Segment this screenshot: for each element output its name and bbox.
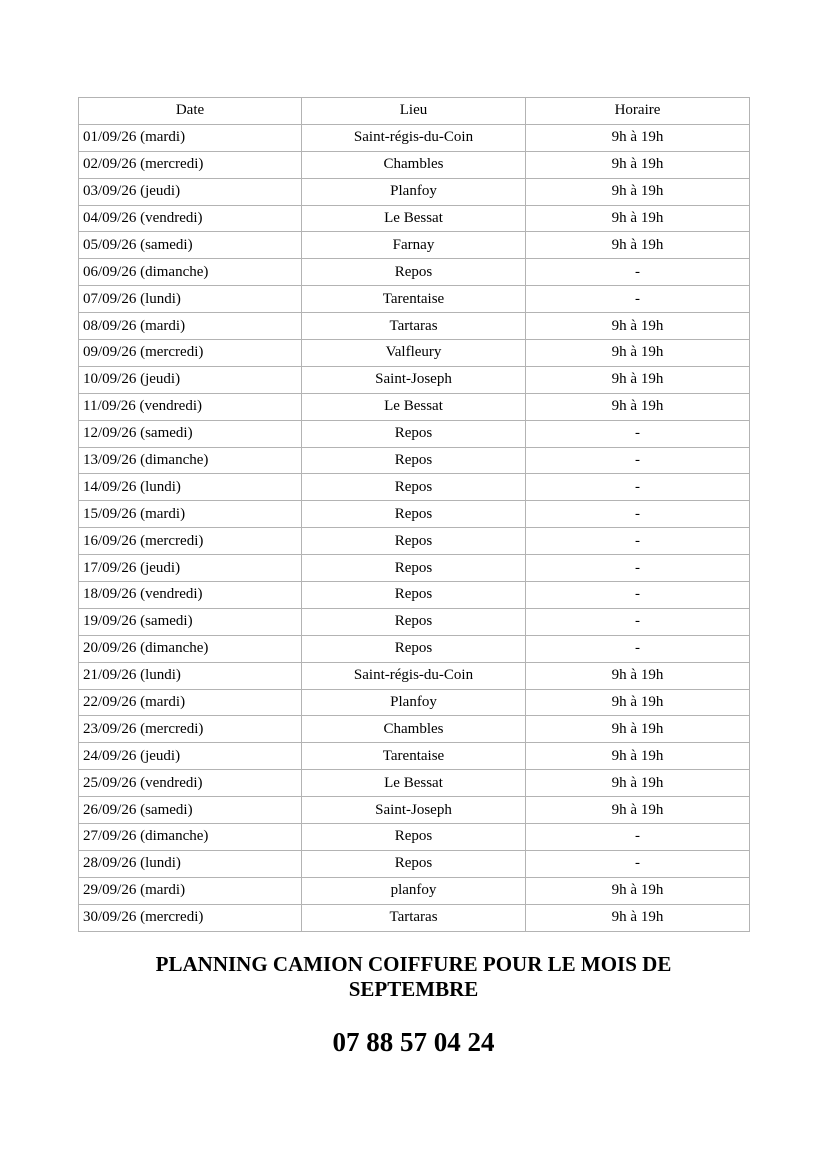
date-cell: 29/09/26 (mardi): [79, 877, 302, 904]
date-cell: 16/09/26 (mercredi): [79, 528, 302, 555]
table-row: [79, 662, 750, 689]
table-row: [79, 205, 750, 232]
date-cell: 25/09/26 (vendredi): [79, 770, 302, 797]
date-cell: 18/09/26 (vendredi): [79, 582, 302, 609]
date-cell: 14/09/26 (lundi): [79, 474, 302, 501]
header-lieu: Lieu: [302, 98, 526, 125]
horaire-cell: -: [526, 582, 750, 609]
table-row: [79, 770, 750, 797]
horaire-cell: 9h à 19h: [526, 743, 750, 770]
lieu-cell: Tartaras: [302, 313, 526, 340]
title-line-2: SEPTEMBRE: [348, 977, 479, 1001]
lieu-cell: Chambles: [302, 716, 526, 743]
date-cell: 02/09/26 (mercredi): [79, 151, 302, 178]
phone-number: 07 88 57 04 24: [332, 1027, 495, 1057]
date-cell: 09/09/26 (mercredi): [79, 340, 302, 367]
table-row: [79, 178, 750, 205]
date-cell: 10/09/26 (jeudi): [79, 366, 302, 393]
lieu-cell: Le Bessat: [302, 205, 526, 232]
horaire-cell: -: [526, 501, 750, 528]
date-cell: 05/09/26 (samedi): [79, 232, 302, 259]
date-cell: 30/09/26 (mercredi): [79, 904, 302, 931]
date-cell: 04/09/26 (vendredi): [79, 205, 302, 232]
table-row: [79, 340, 750, 367]
horaire-cell: 9h à 19h: [526, 904, 750, 931]
lieu-cell: Repos: [302, 447, 526, 474]
horaire-cell: 9h à 19h: [526, 124, 750, 151]
date-cell: 21/09/26 (lundi): [79, 662, 302, 689]
horaire-cell: 9h à 19h: [526, 716, 750, 743]
lieu-cell: Farnay: [302, 232, 526, 259]
table-row: [79, 420, 750, 447]
date-cell: 12/09/26 (samedi): [79, 420, 302, 447]
title-line-1: PLANNING CAMION COIFFURE POUR LE MOIS DE: [155, 952, 672, 976]
lieu-cell: Saint-Joseph: [302, 366, 526, 393]
lieu-cell: Repos: [302, 850, 526, 877]
horaire-cell: 9h à 19h: [526, 689, 750, 716]
lieu-cell: Tarentaise: [302, 743, 526, 770]
horaire-cell: 9h à 19h: [526, 770, 750, 797]
date-cell: 01/09/26 (mardi): [79, 124, 302, 151]
lieu-cell: Repos: [302, 528, 526, 555]
table-row: [79, 313, 750, 340]
lieu-cell: Repos: [302, 582, 526, 609]
date-cell: 07/09/26 (lundi): [79, 286, 302, 313]
table-row: [79, 286, 750, 313]
horaire-cell: -: [526, 824, 750, 851]
lieu-cell: Planfoy: [302, 689, 526, 716]
horaire-cell: 9h à 19h: [526, 151, 750, 178]
table-row: [79, 555, 750, 582]
lieu-cell: Tartaras: [302, 904, 526, 931]
date-cell: 22/09/26 (mardi): [79, 689, 302, 716]
horaire-cell: -: [526, 286, 750, 313]
table-row: [79, 501, 750, 528]
date-cell: 17/09/26 (jeudi): [79, 555, 302, 582]
lieu-cell: Le Bessat: [302, 393, 526, 420]
horaire-cell: 9h à 19h: [526, 797, 750, 824]
date-cell: 27/09/26 (dimanche): [79, 824, 302, 851]
horaire-cell: -: [526, 528, 750, 555]
table-row: [79, 528, 750, 555]
lieu-cell: Repos: [302, 501, 526, 528]
horaire-cell: -: [526, 635, 750, 662]
horaire-cell: -: [526, 474, 750, 501]
horaire-cell: 9h à 19h: [526, 877, 750, 904]
date-cell: 24/09/26 (jeudi): [79, 743, 302, 770]
date-cell: 23/09/26 (mercredi): [79, 716, 302, 743]
lieu-cell: Repos: [302, 824, 526, 851]
table-row: [79, 232, 750, 259]
horaire-cell: -: [526, 850, 750, 877]
horaire-cell: 9h à 19h: [526, 340, 750, 367]
table-row: [79, 447, 750, 474]
lieu-cell: Repos: [302, 474, 526, 501]
horaire-cell: -: [526, 420, 750, 447]
lieu-cell: Tarentaise: [302, 286, 526, 313]
date-cell: 19/09/26 (samedi): [79, 608, 302, 635]
lieu-cell: Repos: [302, 635, 526, 662]
horaire-cell: -: [526, 259, 750, 286]
date-cell: 15/09/26 (mardi): [79, 501, 302, 528]
header-horaire: Horaire: [526, 98, 750, 125]
lieu-cell: planfoy: [302, 877, 526, 904]
table-row: [79, 743, 750, 770]
table-row: [79, 259, 750, 286]
date-cell: 13/09/26 (dimanche): [79, 447, 302, 474]
lieu-cell: Repos: [302, 420, 526, 447]
horaire-cell: 9h à 19h: [526, 313, 750, 340]
horaire-cell: -: [526, 447, 750, 474]
table-row: [79, 366, 750, 393]
table-row: [79, 797, 750, 824]
header-row: [79, 98, 750, 125]
lieu-cell: Saint-Joseph: [302, 797, 526, 824]
table-header: [79, 98, 750, 125]
date-cell: 03/09/26 (jeudi): [79, 178, 302, 205]
lieu-cell: Saint-régis-du-Coin: [302, 662, 526, 689]
table-row: [79, 824, 750, 851]
header-date: Date: [79, 98, 302, 125]
lieu-cell: Valfleury: [302, 340, 526, 367]
horaire-cell: 9h à 19h: [526, 662, 750, 689]
horaire-cell: 9h à 19h: [526, 393, 750, 420]
table-row: [79, 608, 750, 635]
schedule-table: [78, 97, 750, 932]
date-cell: 26/09/26 (samedi): [79, 797, 302, 824]
date-cell: 11/09/26 (vendredi): [79, 393, 302, 420]
table-row: [79, 877, 750, 904]
lieu-cell: Le Bessat: [302, 770, 526, 797]
date-cell: 06/09/26 (dimanche): [79, 259, 302, 286]
date-cell: 20/09/26 (dimanche): [79, 635, 302, 662]
lieu-cell: Repos: [302, 259, 526, 286]
table-row: [79, 124, 750, 151]
table-row: [79, 582, 750, 609]
table-row: [79, 904, 750, 931]
table-body: [79, 124, 750, 931]
horaire-cell: -: [526, 555, 750, 582]
table-row: [79, 635, 750, 662]
lieu-cell: Planfoy: [302, 178, 526, 205]
table-row: [79, 689, 750, 716]
lieu-cell: Saint-régis-du-Coin: [302, 124, 526, 151]
lieu-cell: Chambles: [302, 151, 526, 178]
table-row: [79, 850, 750, 877]
table-row: [79, 151, 750, 178]
horaire-cell: 9h à 19h: [526, 178, 750, 205]
horaire-cell: 9h à 19h: [526, 205, 750, 232]
horaire-cell: 9h à 19h: [526, 232, 750, 259]
table-row: [79, 716, 750, 743]
table-row: [79, 393, 750, 420]
horaire-cell: -: [526, 608, 750, 635]
date-cell: 08/09/26 (mardi): [79, 313, 302, 340]
table-row: [79, 474, 750, 501]
lieu-cell: Repos: [302, 555, 526, 582]
lieu-cell: Repos: [302, 608, 526, 635]
page-title: [78, 952, 749, 1002]
date-cell: 28/09/26 (lundi): [79, 850, 302, 877]
horaire-cell: 9h à 19h: [526, 366, 750, 393]
